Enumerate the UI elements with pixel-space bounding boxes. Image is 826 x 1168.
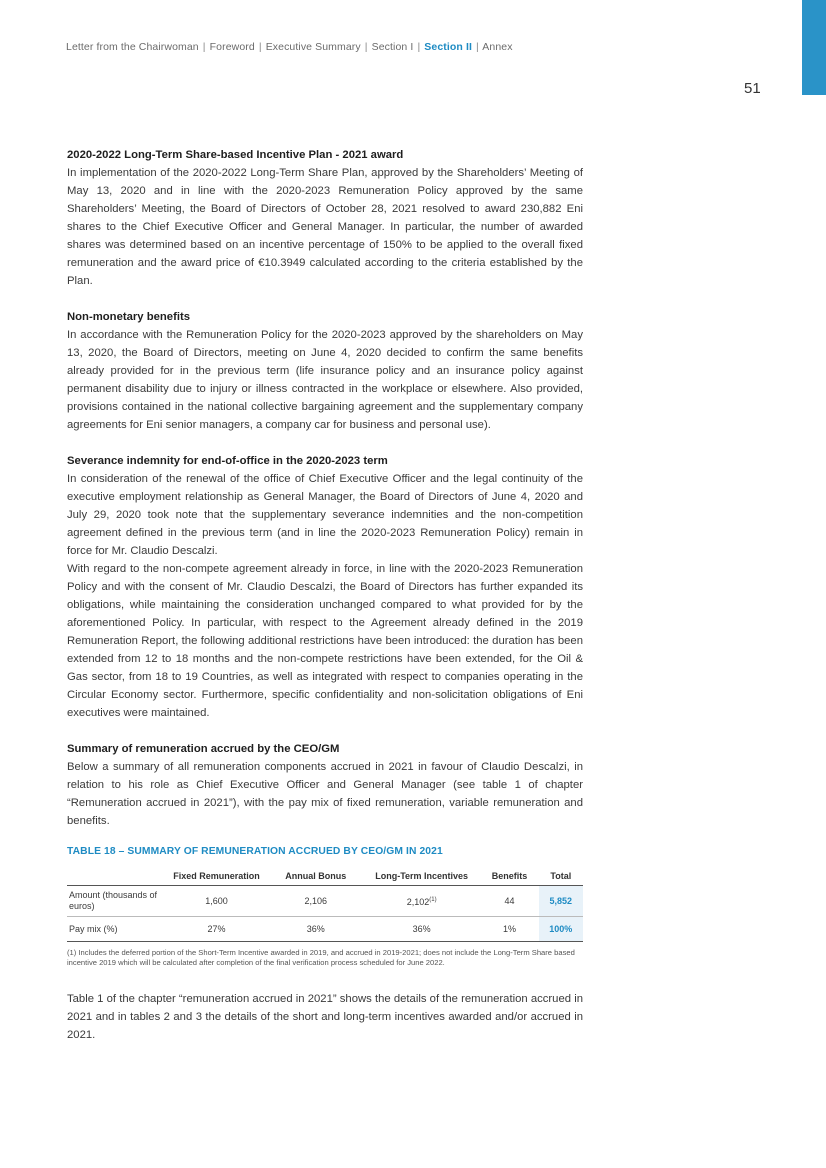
main-content — [67, 146, 583, 1044]
cell-lti-value: 2,102 — [406, 896, 430, 907]
section-paragraph: Below a summary of all remuneration components accrued in 2021 in favour of Claudio Descalzi, in relation to his role as Chief Executive Officer and General Manager (see table 1 of chapter “Remuneration accrued in 2021”), with the pay mix of fixed remuneration, variable remuneration and benefits. — [67, 761, 583, 827]
section-paragraph: In accordance with the Remuneration Policy for the 2020-2023 approved by the shareholders on May 13, 2020, the Board of Directors, meeting on June 4, 2020 decided to confirm the same benefits already provided for in the previous term (life insurance policy and an insurance policy against permanent disability due to injury or illness contracted in the workplace or elsewhere. Also provided, provisions contained in the national collective bargaining agreement and the supplementary company agreements for Eni senior managers, a company car for business and personal use). — [67, 329, 583, 431]
cell-benefits: 1% — [480, 917, 538, 942]
section-heading: Non-monetary benefits — [67, 311, 191, 323]
cell-bonus: 36% — [269, 917, 363, 942]
column-header-benefits: Benefits — [480, 867, 538, 886]
row-label: Pay mix (%) — [67, 917, 164, 942]
cell-total: 5,852 — [539, 886, 583, 917]
cell-lti — [363, 886, 480, 917]
table-header-row — [67, 867, 583, 886]
section-color-tab — [802, 0, 826, 95]
section-paragraph: In consideration of the renewal of the office of Chief Executive Officer and the legal continuity of the executive employment relationship as General Manager, the Board of Directors of June 4, 2020 and July 29, 2020 took note that the supplementary severance indemnities and the non-competition agreement defined in the previous term (and in line the 2020-2023 Remuneration Policy) remain in force for Mr. Claudio Descalzi. — [67, 473, 583, 557]
nav-link-section-2[interactable]: Section II — [424, 41, 472, 53]
table-footnote: (1) Includes the deferred portion of the Short-Term Incentive awarded in 2019, and accrued in 2019-2021; does not include the Long-Term Share based incentive 2019 which will be calculated after completion of the final verification process scheduled for June 2022. — [67, 948, 575, 967]
footnote-marker: (1) — [429, 896, 437, 903]
nav-link-foreword[interactable]: Foreword — [209, 41, 255, 53]
cell-fixed: 1,600 — [164, 886, 268, 917]
column-header-fixed: Fixed Remuneration — [164, 867, 268, 886]
section-heading: 2020-2022 Long-Term Share-based Incentive Plan - 2021 award — [67, 149, 404, 161]
nav-separator: | — [476, 41, 479, 53]
table-row-amount — [67, 886, 583, 917]
cell-lti: 36% — [363, 917, 480, 942]
section-heading: Severance indemnity for end-of-office in the 2020-2023 term — [67, 455, 388, 467]
table-row-pay-mix — [67, 917, 583, 942]
section-severance-indemnity — [67, 452, 583, 722]
section-paragraph: In implementation of the 2020-2022 Long-Term Share Plan, approved by the Shareholders’ Meeting of May 13, 2020 and in line with the 2020-2023 Remuneration Policy approved by the same Shareholders’ Meeting, the Board of Directors of October 28, 2021 resolved to award 230,882 Eni shares to the Chief Executive Officer and General Manager. In particular, the number of awarded shares was determined based on an incentive percentage of 150% to be applied to the overall fixed remuneration and the award price of €10.3949 calculated according to the criteria established by the Plan. — [67, 167, 583, 287]
nav-link-section-1[interactable]: Section I — [371, 41, 414, 53]
nav-link-executive-summary[interactable]: Executive Summary — [265, 41, 361, 53]
section-summary-remuneration — [67, 740, 583, 830]
column-header-lti: Long-Term Incentives — [363, 867, 480, 886]
nav-separator: | — [364, 41, 368, 53]
section-non-monetary-benefits — [67, 308, 583, 434]
cell-fixed: 27% — [164, 917, 268, 942]
column-header-label — [67, 867, 164, 886]
nav-link-letter[interactable]: Letter from the Chairwoman — [66, 41, 199, 53]
page-number: 51 — [744, 80, 761, 97]
cell-bonus: 2,106 — [269, 886, 363, 917]
nav-separator: | — [258, 41, 262, 53]
section-heading: Summary of remuneration accrued by the CEO/GM — [67, 743, 340, 755]
nav-link-annex[interactable]: Annex — [482, 41, 513, 53]
section-lti-plan — [67, 146, 583, 290]
nav-separator: | — [202, 41, 206, 53]
remuneration-table — [67, 867, 583, 942]
column-header-bonus: Annual Bonus — [269, 867, 363, 886]
table-title: TABLE 18 – SUMMARY OF REMUNERATION ACCRUED BY CEO/GM IN 2021 — [67, 846, 443, 857]
section-paragraph: With regard to the non-compete agreement already in force, in line with the 2020-2023 Remuneration Policy and with the consent of Mr. Claudio Descalzi, the Board of Directors has further expanded its obligations, while maintaining the consideration unchanged compared to what provided for by the aforementioned Policy. In particular, with respect to the Agreement already defined in the 2019 Remuneration Report, the following additional restrictions have been introduced: the duration has been extended from 12 to 18 months and the non-compete restrictions have been extended, for the Oil & Gas sector, from 18 to 19 Countries, as well as integrated with respect to companies operating in the Circular Economy sector. Furthermore, specific confidentiality and non-solicitation obligations of Eni executives were maintained. — [67, 563, 583, 719]
column-header-total: Total — [539, 867, 583, 886]
row-label: Amount (thousands of euros) — [67, 886, 164, 917]
cell-benefits: 44 — [480, 886, 538, 917]
cell-total: 100% — [539, 917, 583, 942]
closing-paragraph: Table 1 of the chapter “remuneration accrued in 2021” shows the details of the remuneration accrued in 2021 and in tables 2 and 3 the details of the short and long-term incentives awarded and/or accrued in 2021. — [67, 993, 583, 1041]
breadcrumb — [66, 41, 513, 53]
nav-separator: | — [417, 41, 421, 53]
